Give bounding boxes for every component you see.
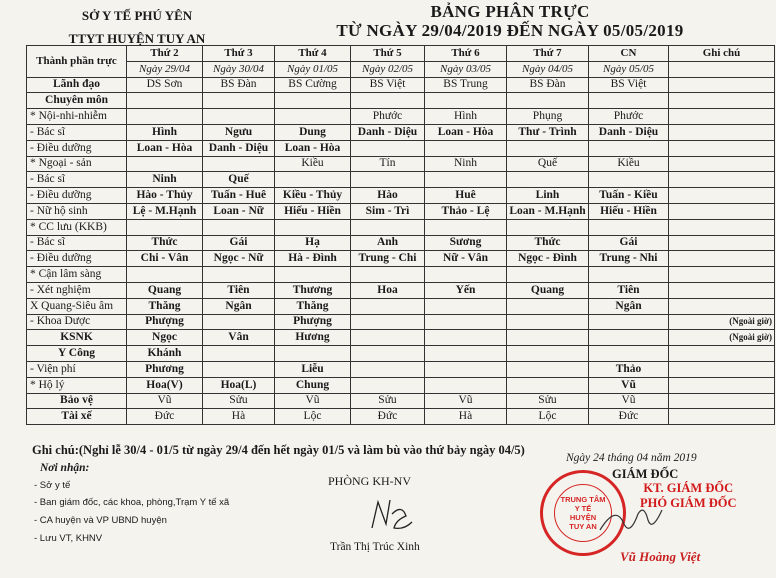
seal-text: Y TẾ	[574, 504, 592, 513]
duty-cell: Danh - Diệu	[589, 124, 669, 140]
duty-cell: Gái	[203, 235, 275, 251]
note-cell	[669, 235, 775, 251]
duty-cell	[425, 377, 507, 393]
duty-cell: Quang	[507, 282, 589, 298]
role-label: * Ngoại - sản	[27, 156, 127, 172]
duty-cell: Thức	[507, 235, 589, 251]
duty-cell	[507, 346, 589, 362]
note-cell	[669, 77, 775, 93]
note-cell	[669, 219, 775, 235]
duty-cell	[425, 93, 507, 109]
duty-cell	[507, 330, 589, 346]
duty-cell: Phước	[351, 109, 425, 125]
duty-cell	[351, 377, 425, 393]
note-cell: (Ngoài giờ)	[669, 314, 775, 330]
duty-cell: Tín	[351, 156, 425, 172]
roster-row	[27, 124, 775, 140]
duty-cell: Kiều	[275, 156, 351, 172]
duty-cell	[275, 109, 351, 125]
duty-cell: Hiếu - Hiền	[589, 203, 669, 219]
duty-cell: Ngân	[203, 298, 275, 314]
duty-cell	[127, 93, 203, 109]
duty-cell: Vũ	[127, 393, 203, 409]
roster-row	[27, 219, 775, 235]
seal-text: TRUNG TÂM	[560, 495, 606, 504]
duty-cell	[203, 346, 275, 362]
roster-row	[27, 235, 775, 251]
role-label: Bảo vệ	[27, 393, 127, 409]
role-label: * CC lưu (KKB)	[27, 219, 127, 235]
day-header: Thứ 5	[351, 46, 425, 62]
recipient-item: - Sở y tế	[34, 480, 71, 491]
duty-cell: Kiều	[589, 156, 669, 172]
date-header: Ngày 30/04	[203, 61, 275, 77]
note-cell	[669, 109, 775, 125]
note-cell	[669, 282, 775, 298]
duty-cell	[507, 361, 589, 377]
note-cell	[669, 298, 775, 314]
duty-cell: Lộc	[507, 409, 589, 425]
director-name: Vũ Hoàng Việt	[620, 549, 701, 564]
duty-cell: Loan - Hòa	[275, 140, 351, 156]
duty-cell: Hình	[127, 124, 203, 140]
duty-cell: Vân	[203, 330, 275, 346]
day-header: Thứ 4	[275, 46, 351, 62]
roster-row	[27, 346, 775, 362]
date-header: Ngày 04/05	[507, 61, 589, 77]
duty-cell	[203, 219, 275, 235]
duty-cell: Phượng	[127, 314, 203, 330]
role-label: Tài xế	[27, 409, 127, 425]
duty-cell: Loan - Hòa	[127, 140, 203, 156]
duty-cell	[425, 140, 507, 156]
duty-cell	[425, 361, 507, 377]
role-label: - Điều dưỡng	[27, 140, 127, 156]
duty-cell	[351, 298, 425, 314]
duty-cell: Chi - Vân	[127, 251, 203, 267]
duty-cell: Vũ	[589, 377, 669, 393]
duty-cell: Chung	[275, 377, 351, 393]
duty-cell: Ngọc - Nữ	[203, 251, 275, 267]
duty-cell: Tiên	[589, 282, 669, 298]
duty-cell	[127, 109, 203, 125]
date-header-row	[27, 61, 775, 77]
day-header: Thứ 2	[127, 46, 203, 62]
duty-cell	[275, 267, 351, 283]
duty-cell: Liễu	[275, 361, 351, 377]
duty-cell: Lệ - M.Hạnh	[127, 203, 203, 219]
duty-cell	[589, 314, 669, 330]
duty-cell: Gái	[589, 235, 669, 251]
roster-row	[27, 109, 775, 125]
role-label: - Bác sĩ	[27, 172, 127, 188]
duty-cell: Hà	[203, 409, 275, 425]
seal-text: HUYỆN	[569, 513, 597, 522]
day-header-row	[27, 46, 775, 62]
director-title: GIÁM ĐỐC	[612, 467, 679, 481]
duty-cell: BS Đàn	[507, 77, 589, 93]
duty-cell	[275, 172, 351, 188]
duty-cell: Dung	[275, 124, 351, 140]
duty-cell	[203, 267, 275, 283]
duty-cell: Loan - M.Hạnh	[507, 203, 589, 219]
role-label: Chuyên môn	[27, 93, 127, 109]
duty-cell	[507, 298, 589, 314]
duty-cell: Hào	[351, 188, 425, 204]
duty-cell	[425, 172, 507, 188]
duty-cell	[425, 314, 507, 330]
department-signature	[366, 494, 416, 534]
note-cell	[669, 361, 775, 377]
role-label: - Bác sĩ	[27, 235, 127, 251]
duty-cell: BS Việt	[351, 77, 425, 93]
roster-row	[27, 77, 775, 93]
deputy-title-line-2: PHÓ GIÁM ĐỐC	[640, 496, 737, 510]
roster-row	[27, 140, 775, 156]
duty-cell: Hoa(L)	[203, 377, 275, 393]
duty-cell	[275, 219, 351, 235]
duty-cell	[589, 93, 669, 109]
duty-cell: Sửu	[351, 393, 425, 409]
duty-cell: Danh - Diệu	[351, 124, 425, 140]
roster-row	[27, 282, 775, 298]
duty-cell: Ngưu	[203, 124, 275, 140]
roster-row	[27, 93, 775, 109]
duty-cell: Đức	[589, 409, 669, 425]
duty-cell: Phước	[589, 109, 669, 125]
duty-cell	[351, 267, 425, 283]
duty-cell	[425, 267, 507, 283]
document-subtitle: TỪ NGÀY 29/04/2019 ĐẾN NGÀY 05/05/2019	[336, 21, 684, 40]
duty-cell: Hạ	[275, 235, 351, 251]
role-label: X Quang-Siêu âm	[27, 298, 127, 314]
role-label: KSNK	[27, 330, 127, 346]
duty-cell: Quế	[203, 172, 275, 188]
footer-note: Ghi chú:(Nghỉ lễ 30/4 - 01/5 từ ngày 29/4 đến hết ngày 01/5 và làm bù vào thứ bảy ngày 04/5)	[32, 443, 525, 457]
duty-cell: Loan - Hòa	[425, 124, 507, 140]
duty-cell: Ninh	[425, 156, 507, 172]
duty-cell	[589, 346, 669, 362]
note-cell	[669, 172, 775, 188]
note-cell	[669, 267, 775, 283]
duty-cell	[425, 298, 507, 314]
day-header: Thứ 7	[507, 46, 589, 62]
role-label: * Cận lâm sàng	[27, 267, 127, 283]
department-signer-name: Trần Thị Trúc Xinh	[330, 541, 420, 553]
duty-cell	[507, 267, 589, 283]
role-label: - Bác sĩ	[27, 124, 127, 140]
note-cell: (Ngoài giờ)	[669, 330, 775, 346]
duty-cell	[589, 172, 669, 188]
duty-cell: BS Trung	[425, 77, 507, 93]
role-label: - Điều dưỡng	[27, 188, 127, 204]
role-label: - Nữ hộ sinh	[27, 203, 127, 219]
roster-row	[27, 377, 775, 393]
duty-cell	[203, 156, 275, 172]
day-header: Thứ 6	[425, 46, 507, 62]
duty-cell	[351, 219, 425, 235]
duty-cell: Tiên	[203, 282, 275, 298]
duty-cell: Thảo	[589, 361, 669, 377]
recipient-item: - Ban giám đốc, các khoa, phòng,Trạm Y tế xã	[34, 497, 230, 508]
note-cell	[669, 409, 775, 425]
recipients-title: Nơi nhận:	[40, 462, 90, 474]
roster-row	[27, 156, 775, 172]
duty-cell: Kiều - Thủy	[275, 188, 351, 204]
duty-cell	[507, 93, 589, 109]
note-cell	[669, 156, 775, 172]
recipient-item: - CA huyện và VP UBND huyện	[34, 515, 167, 526]
document-title: BẢNG PHÂN TRỰC	[430, 2, 590, 21]
duty-cell: Sương	[425, 235, 507, 251]
duty-cell: Hoa(V)	[127, 377, 203, 393]
duty-cell: Thăng	[275, 298, 351, 314]
duty-cell	[127, 156, 203, 172]
duty-cell: Ninh	[127, 172, 203, 188]
director-signature	[596, 500, 666, 540]
note-cell	[669, 377, 775, 393]
day-header: Thứ 3	[203, 46, 275, 62]
duty-cell	[507, 140, 589, 156]
note-cell	[669, 393, 775, 409]
role-label: - Khoa Dược	[27, 314, 127, 330]
roster-row	[27, 267, 775, 283]
day-header: CN	[589, 46, 669, 62]
deputy-title-line-1: KT. GIÁM ĐỐC	[643, 481, 734, 495]
roster-row	[27, 251, 775, 267]
duty-cell: Ngọc	[127, 330, 203, 346]
date-header: Ngày 29/04	[127, 61, 203, 77]
duty-cell: Thăng	[127, 298, 203, 314]
duty-cell: Vũ	[425, 393, 507, 409]
duty-cell: Sim - Trì	[351, 203, 425, 219]
roster-row	[27, 203, 775, 219]
duty-cell	[351, 330, 425, 346]
corner-label: Thành phần trực	[27, 46, 127, 78]
duty-cell: Hương	[275, 330, 351, 346]
duty-cell: Sửu	[203, 393, 275, 409]
note-header: Ghi chú	[669, 46, 775, 62]
duty-cell: Trung - Nhi	[589, 251, 669, 267]
org-line-2: TTYT HUYỆN TUY AN	[68, 31, 206, 46]
duty-cell	[589, 267, 669, 283]
duty-cell: Lộc	[275, 409, 351, 425]
duty-cell: Thảo - Lệ	[425, 203, 507, 219]
duty-cell: Hà - Đình	[275, 251, 351, 267]
org-line-1: SỞ Y TẾ PHÚ YÊN	[81, 8, 193, 23]
duty-cell	[351, 172, 425, 188]
roster-row	[27, 188, 775, 204]
role-label: - Viện phí	[27, 361, 127, 377]
duty-cell	[425, 330, 507, 346]
roster-row	[27, 330, 775, 346]
date-header: Ngày 05/05	[589, 61, 669, 77]
roster-row	[27, 314, 775, 330]
duty-cell	[589, 219, 669, 235]
duty-cell: Thức	[127, 235, 203, 251]
duty-cell: Danh - Diệu	[203, 140, 275, 156]
duty-cell: Hà	[425, 409, 507, 425]
duty-cell: Loan - Nữ	[203, 203, 275, 219]
duty-roster-table	[26, 45, 775, 425]
duty-cell: Thư - Trình	[507, 124, 589, 140]
duty-cell: Tuấn - Huê	[203, 188, 275, 204]
duty-cell	[127, 219, 203, 235]
role-label: Lãnh đạo	[27, 77, 127, 93]
date-header: Ngày 02/05	[351, 61, 425, 77]
duty-cell	[351, 346, 425, 362]
duty-cell: Ngọc - Đình	[507, 251, 589, 267]
note-cell	[669, 203, 775, 219]
roster-row	[27, 409, 775, 425]
duty-cell: Trung - Chi	[351, 251, 425, 267]
signing-date: Ngày 24 tháng 04 năm 2019	[566, 452, 697, 464]
duty-cell: BS Đàn	[203, 77, 275, 93]
duty-cell	[203, 93, 275, 109]
role-label: - Điều dưỡng	[27, 251, 127, 267]
roster-row	[27, 361, 775, 377]
duty-cell: Hiếu - Hiền	[275, 203, 351, 219]
date-header: Ngày 03/05	[425, 61, 507, 77]
roster-row	[27, 172, 775, 188]
duty-cell: Hào - Thủy	[127, 188, 203, 204]
duty-cell: Vũ	[275, 393, 351, 409]
duty-cell	[203, 109, 275, 125]
duty-cell	[507, 377, 589, 393]
duty-cell: Huê	[425, 188, 507, 204]
note-cell	[669, 188, 775, 204]
duty-cell: Phượng	[275, 314, 351, 330]
duty-cell	[275, 346, 351, 362]
duty-cell	[425, 219, 507, 235]
duty-cell: Quế	[507, 156, 589, 172]
duty-cell	[351, 93, 425, 109]
duty-cell	[507, 219, 589, 235]
roster-row	[27, 298, 775, 314]
role-label: - Xét nghiệm	[27, 282, 127, 298]
duty-cell: Linh	[507, 188, 589, 204]
date-header: Ngày 01/05	[275, 61, 351, 77]
duty-cell: Sửu	[507, 393, 589, 409]
duty-cell: Phụng	[507, 109, 589, 125]
duty-cell	[589, 140, 669, 156]
duty-cell: Hình	[425, 109, 507, 125]
duty-cell	[507, 172, 589, 188]
roster-row	[27, 393, 775, 409]
role-label: * Nội-nhi-nhiễm	[27, 109, 127, 125]
duty-cell	[203, 361, 275, 377]
duty-cell	[351, 314, 425, 330]
duty-cell	[351, 361, 425, 377]
duty-cell	[127, 267, 203, 283]
duty-cell	[507, 314, 589, 330]
duty-cell	[203, 314, 275, 330]
note-cell	[669, 93, 775, 109]
duty-cell: DS Sơn	[127, 77, 203, 93]
duty-cell: Đức	[351, 409, 425, 425]
duty-cell: BS Cường	[275, 77, 351, 93]
role-label: * Hộ lý	[27, 377, 127, 393]
duty-cell: Anh	[351, 235, 425, 251]
organization-header	[62, 4, 212, 50]
duty-cell: BS Việt	[589, 77, 669, 93]
seal-text: TUY AN	[569, 522, 597, 531]
department-label: PHÒNG KH-NV	[328, 474, 411, 488]
document-title-block	[290, 2, 730, 40]
duty-cell	[351, 140, 425, 156]
duty-cell: Tuấn - Kiều	[589, 188, 669, 204]
duty-cell: Thương	[275, 282, 351, 298]
duty-cell	[425, 346, 507, 362]
note-cell	[669, 61, 775, 77]
duty-cell: Quang	[127, 282, 203, 298]
note-cell	[669, 251, 775, 267]
note-cell	[669, 346, 775, 362]
duty-cell: Đức	[127, 409, 203, 425]
duty-cell: Khánh	[127, 346, 203, 362]
duty-cell	[589, 330, 669, 346]
duty-cell: Hoa	[351, 282, 425, 298]
duty-cell: Yến	[425, 282, 507, 298]
role-label: Y Công	[27, 346, 127, 362]
recipient-item: - Lưu VT, KHNV	[34, 533, 103, 544]
duty-cell: Phương	[127, 361, 203, 377]
duty-cell: Vũ	[589, 393, 669, 409]
note-cell	[669, 124, 775, 140]
duty-cell: Nữ - Vân	[425, 251, 507, 267]
duty-cell	[275, 93, 351, 109]
note-cell	[669, 140, 775, 156]
duty-cell: Ngân	[589, 298, 669, 314]
